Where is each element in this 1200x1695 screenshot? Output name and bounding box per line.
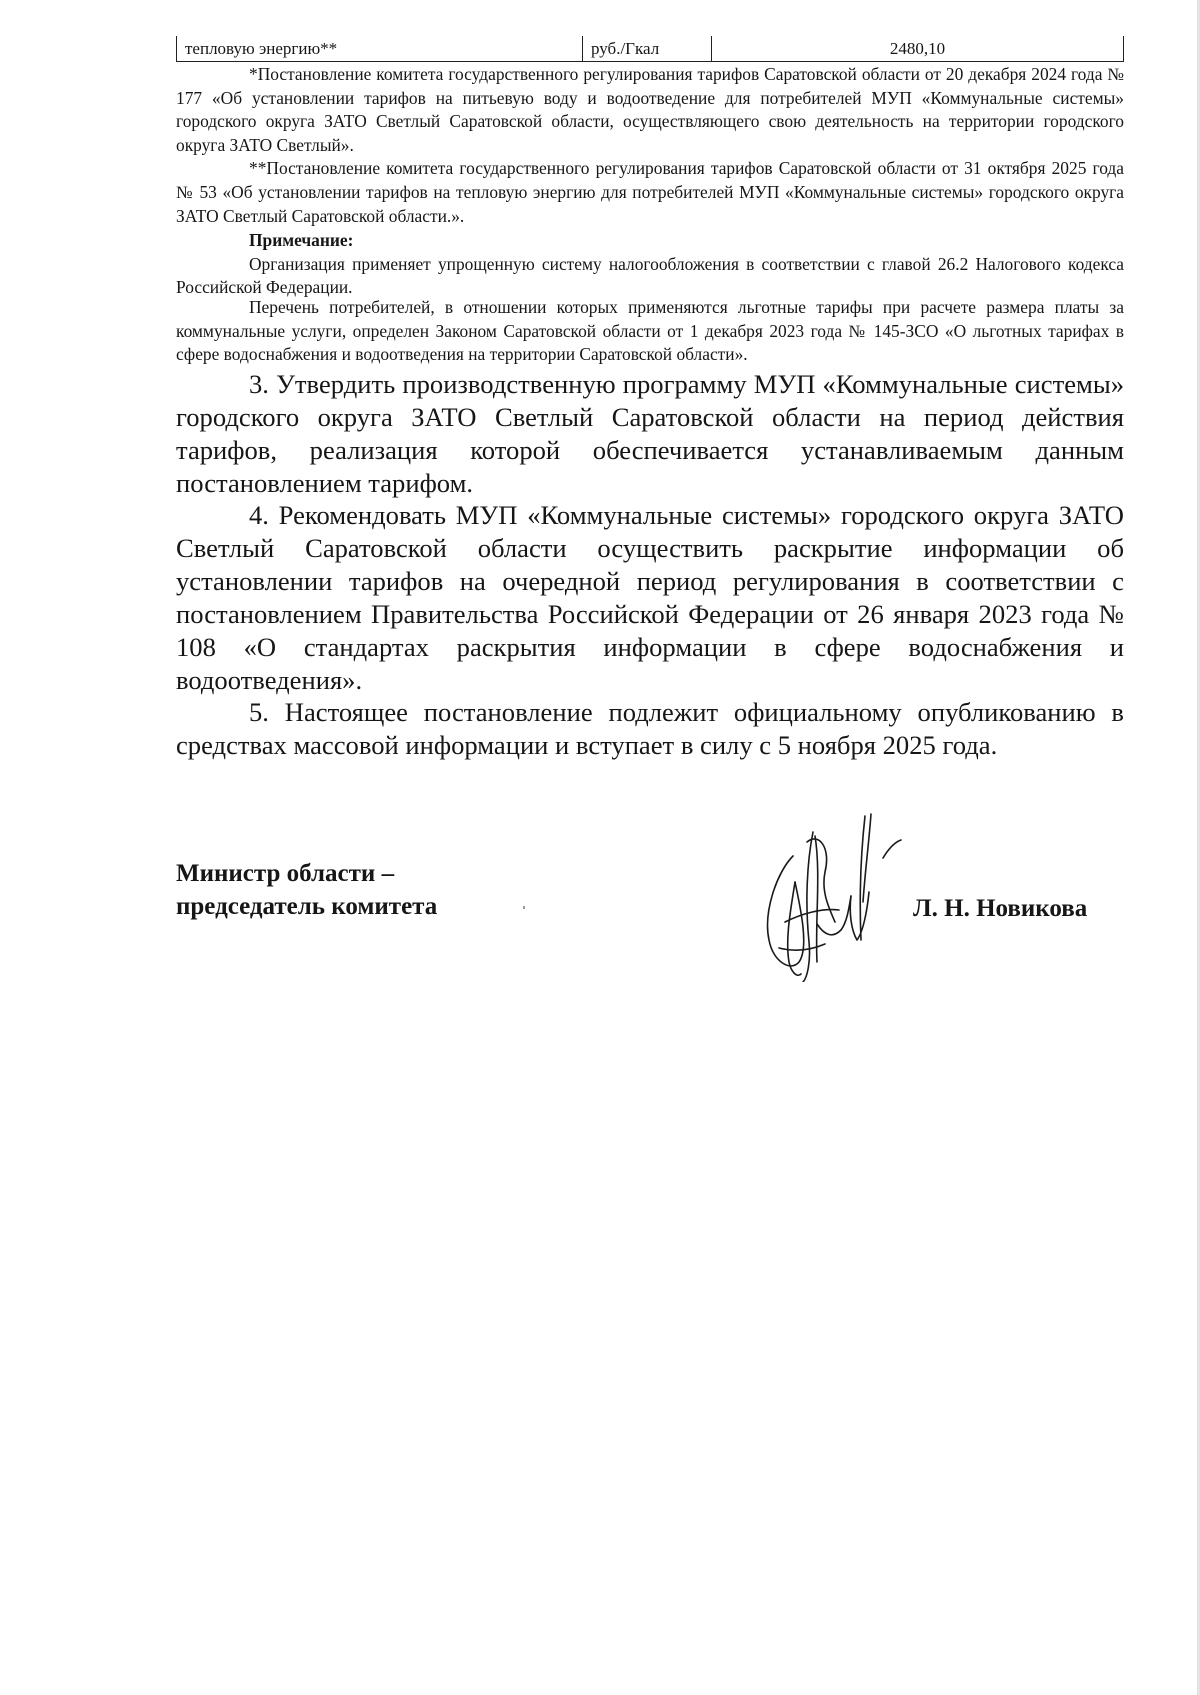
consumers-text: Перечень потребителей, в отношении которых применяются льготные тарифы при расчете размера платы за коммунальные услуги, определен Законом Саратовской области от 1 декабря 2023 года № 145-ЗСО «О льготных тарифах в сфере водоснабжения и водоотведения на территории Саратовской области». xyxy=(176,297,1124,365)
handwritten-signature xyxy=(755,812,905,982)
scan-speck xyxy=(523,906,525,909)
footnote-2: **Постановление комитета государственного регулирования тарифов Саратовской области от 31 октября 2025 года № 53 «Об установлении тарифов на тепловую энергию для потребителей МУП «Коммунальные системы» городского округа ЗАТО Светлый Саратовской области.». xyxy=(176,158,1124,226)
item-4 xyxy=(176,499,1124,697)
footnotes-block xyxy=(176,63,1124,228)
remark-heading: Примечание: xyxy=(249,230,354,250)
signatory-title-line-1: Министр области – xyxy=(176,860,395,887)
item-5 xyxy=(176,696,1124,762)
tariff-unit-cell: руб./Гкал xyxy=(583,36,712,61)
consumers-block xyxy=(176,296,1124,367)
footnote-1: *Постановление комитета государственного регулирования тарифов Саратовской области от 20 декабря 2024 года № 177 «Об установлении тарифов на питьевую воду и водоотведение для потребителей МУП «Коммунальные системы» городского округа ЗАТО Светлый Саратовской области, осуществляющего свою деятельность на территории городского округа ЗАТО Светлый». xyxy=(176,64,1124,155)
item-4-text: 4. Рекомендовать МУП «Коммунальные системы» городского округа ЗАТО Светлый Саратовской области осуществить раскрытие информации об установлении тарифов на очередной период регулирования в соответствии с постановлением Правительства Российской Федерации от 26 января 2023 года № 108 «О стандартах раскрытия информации в сфере водоснабжения и водоотведения». xyxy=(176,500,1124,695)
signatory-title-line-2: председатель комитета xyxy=(176,893,438,920)
signatory-name: Л. Н. Новикова xyxy=(913,895,1088,922)
item-3 xyxy=(176,368,1124,500)
tariff-name-cell: тепловую энергию** xyxy=(177,36,583,61)
remark-text: Организация применяет упрощенную систему налогообложения в соответствии с главой 26.2 Налогового кодекса Российской Федерации. xyxy=(176,253,1124,298)
item-5-text: 5. Настоящее постановление подлежит официальному опубликованию в средствах массовой информации и вступает в силу с 5 ноября 2025 года. xyxy=(176,697,1124,760)
remark-block xyxy=(176,229,1124,300)
item-3-text: 3. Утвердить производственную программу МУП «Коммунальные системы» городского округа ЗАТО Светлый Саратовской области на период действия тарифов, реализация которой обеспечивается устанавливаемым данным постановлением тарифом. xyxy=(176,369,1124,498)
signatory-title xyxy=(176,857,437,923)
tariff-value-cell: 2480,10 xyxy=(889,39,946,58)
tariff-table-row xyxy=(176,36,1124,62)
